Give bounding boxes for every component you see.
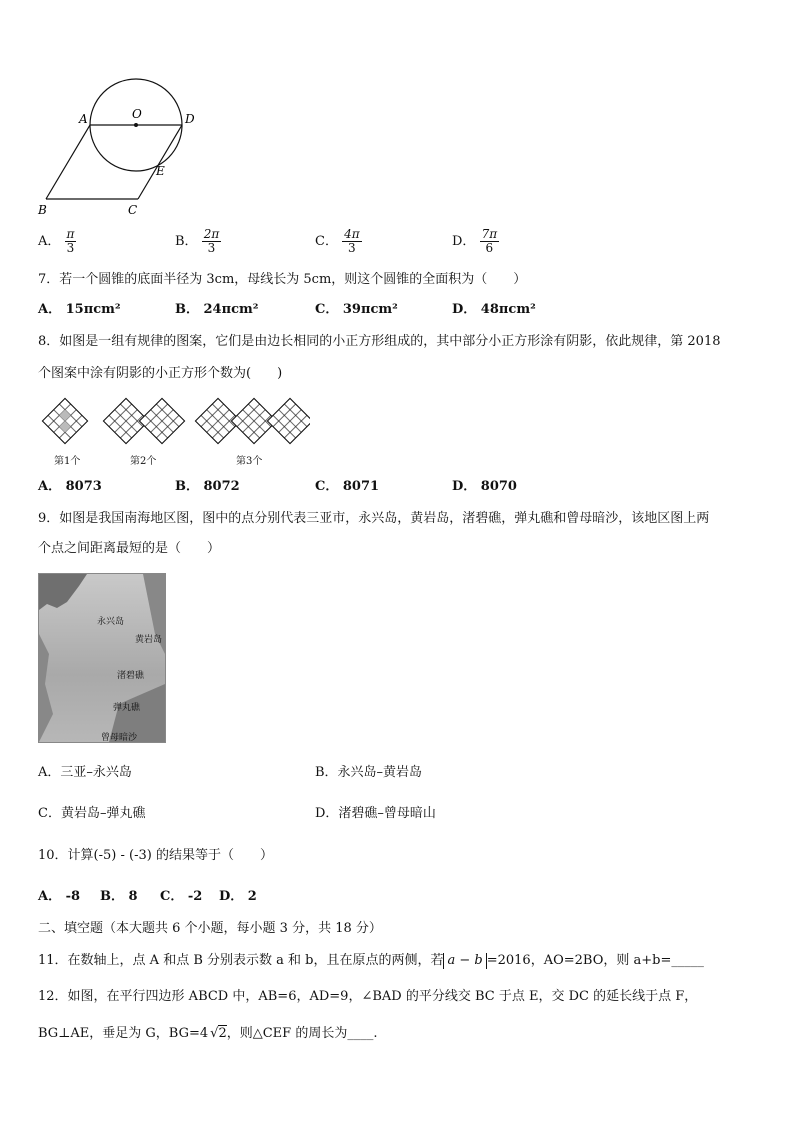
q10-option-d: D． 2 [219,889,257,904]
section-2-title: 二、填空题（本大题共 6 个小题，每小题 3 分，共 18 分） [38,921,382,936]
q7-option-b: B． 24πcm² [175,302,259,317]
q11-absolute-value: a − b [443,953,486,969]
q8-stem-line2: 个图案中涂有阴影的小正方形个数为( ) [38,366,283,381]
q9-stem-line1: 9．如图是我国南海地区图，图中的点分别代表三亚市，永兴岛，黄岩岛，渚碧礁，弹丸礁和曾母暗沙，该地区图上两 [38,511,710,526]
q10-option-b: B． 8 [100,889,138,904]
south-china-sea-map [38,573,166,743]
q8-option-c: C． 8071 [315,479,380,494]
q12-line2-before: BG⊥AE，垂足为 G，BG=4 [38,1026,209,1041]
q7-option-d: D． 48πcm² [452,302,536,317]
map-label-zhubi: 渚碧礁 [117,671,145,681]
q7-option-c: C． 39πcm² [315,302,398,317]
q8-caption-2: 第2个 [130,456,157,467]
q9-option-a: A．三亚–永兴岛 [38,765,132,780]
label-b: B [38,203,47,217]
q8-option-b: B． 8072 [175,479,240,494]
q8-caption-1: 第1个 [54,456,81,467]
q7-option-a: A． 15πcm² [38,302,121,317]
q11-after: =2016，AO=2BO，则 a+b=_____ [486,953,704,968]
q8-option-d: D． 8070 [452,479,517,494]
label-a: A [79,112,88,126]
q10-option-a: A． -8 [38,889,81,904]
fraction: $\frac{\pi}{3}$ [66,227,75,255]
map-label-zengmu: 曾母暗沙 [101,733,138,743]
side-cd [138,125,182,199]
q8-caption-3: 第3个 [236,456,263,467]
q12-line1: 12．如图，在平行四边形 ABCD 中，AB=6，AD=9，∠BAD 的平分线交 BC 于点 E，交 DC 的延长线于点 F， [38,989,698,1004]
q6-geometry-figure [32,72,222,222]
map-label-yongxing: 永兴岛 [97,617,125,627]
q12-line2-after: ，则△CEF 的周长为____. [226,1026,378,1041]
q8-stem-line1: 8．如图是一组有规律的图案，它们是由边长相同的小正方形组成的，其中部分小正方形涂有阴影，依此规律，第 2018 [38,334,721,349]
q10-stem: 10．计算(-5) - (-3) 的结果等于（ ） [38,848,273,863]
q9-option-c: C．黄岩岛–弹丸礁 [38,806,146,821]
q6-option-d: D． $\frac{7\pi}{6}$ [452,227,498,255]
label-o: O [132,107,142,121]
q6-option-b: B． $\frac{2\pi}{3}$ [175,227,220,255]
label-d: D [185,112,195,126]
q9-option-d: D．渚碧礁–曾母暗山 [315,806,436,821]
q9-stem-line2: 个点之间距离最短的是（ ） [38,541,221,556]
map-label-huangyan: 黄岩岛 [135,635,163,645]
center-point-o [134,123,138,127]
pattern-1 [42,398,87,443]
q10-option-c: C． -2 [160,889,203,904]
q9-option-b: B．永兴岛–黄岩岛 [315,765,423,780]
q7-stem: 7．若一个圆锥的底面半径为 3cm，母线长为 5cm，则这个圆锥的全面积为（ ） [38,272,527,287]
q6-option-c: C． $\frac{4\pi}{3}$ [315,227,360,255]
sqrt-symbol: √ [210,1026,219,1041]
q8-pattern-figure [38,394,310,448]
q11-before: 11．在数轴上，点 A 和点 B 分别表示数 a 和 b，且在原点的两侧，若 [38,953,444,968]
label-c: C [128,203,138,217]
q11-stem [38,953,704,969]
q12-line2 [38,1026,377,1042]
side-ab [46,125,90,199]
pattern-2 [103,398,184,443]
label-e: E [156,164,165,178]
fraction: $\frac{4\pi}{3}$ [344,227,360,255]
fraction: $\frac{2\pi}{3}$ [203,227,220,255]
fraction: $\frac{7\pi}{6}$ [481,227,498,255]
q12-sqrt-value: 2 [218,1026,227,1041]
q6-option-a: A． $\frac{\pi}{3}$ [38,227,75,255]
map-label-danwan: 弹丸礁 [113,703,141,713]
q8-option-a: A． 8073 [38,479,102,494]
pattern-3 [195,398,310,443]
